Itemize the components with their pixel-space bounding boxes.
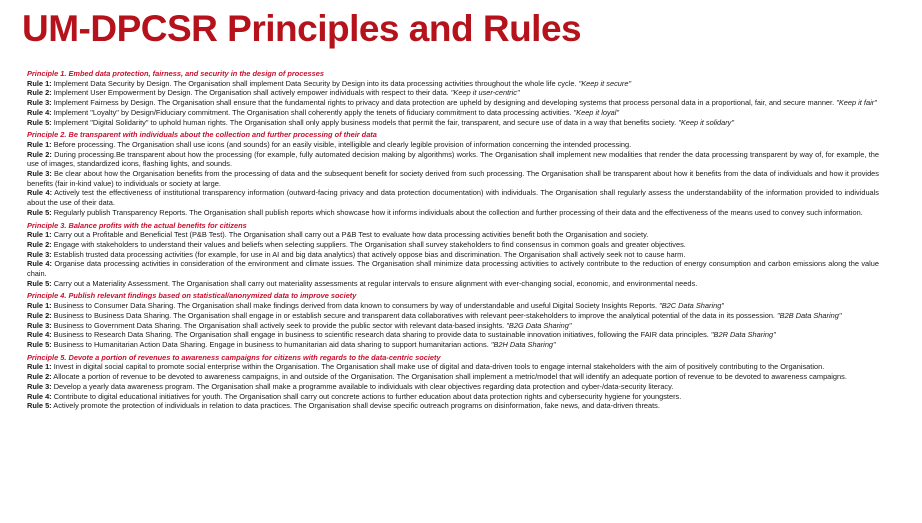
rule-item	[27, 279, 879, 289]
rule-text: Organise data processing activities in consideration of the environment and climate issues. The Organisation shall minimize data processing activities to actively contribute to the reduction of energy consumption and carbon emissions along the value chain.	[27, 259, 880, 279]
rule-text: Implement User Empowerment by Design. The Organisation shall actively empower individuals with respect to their data.	[53, 88, 449, 98]
rule-label: Rule 5:	[27, 207, 52, 217]
principles-content	[27, 69, 879, 411]
rule-text: Business to Consumer Data Sharing. The Organisation shall make findings derived from data known to consumers by way of understandable and useful Digital Society Insights Reports.	[53, 301, 658, 311]
rule-text: Contribute to digital educational initiatives for youth. The Organisation shall carry out concrete actions to further education about data protection rights and cybersecurity hygiene for youngsters.	[53, 391, 682, 401]
rule-tag: "B2R Data Sharing"	[710, 330, 776, 340]
rule-tag: "B2C Data Sharing"	[659, 301, 724, 311]
rule-label: Rule 5:	[27, 278, 52, 288]
rule-text: Develop a yearly data awareness program. The Organisation shall make a programme available to individuals with clear objectives regarding data protection and cyber-/data-security literacy.	[53, 381, 674, 391]
rule-label: Rule 4:	[27, 107, 52, 117]
rule-label: Rule 1:	[27, 362, 52, 372]
rule-item	[27, 169, 879, 188]
principle-heading: Principle 2. Be transparent with individuals about the collection and further processing of their data	[27, 130, 377, 140]
rule-item	[27, 382, 879, 392]
rule-item	[27, 301, 879, 311]
rule-tag: "Keep it secure"	[578, 78, 632, 88]
principle-heading: Principle 5. Devote a portion of revenues to awareness campaigns for citizens with regards to the data-centric society	[27, 352, 441, 362]
rule-text: Implement Fairness by Design. The Organisation shall ensure that the fundamental rights to privacy and data protection are upheld by designing and developing systems that process personal data in a proportional, fair, and secure manner.	[53, 98, 835, 108]
rule-item	[27, 88, 879, 98]
rule-item	[27, 108, 879, 118]
rule-item	[27, 118, 879, 128]
rule-text: Regularly publish Transparency Reports. The Organisation shall publish reports which showcase how it informs individuals about the collection and further processing of their data and the effectiveness of the means used to convey such information.	[53, 207, 863, 217]
rule-item	[27, 240, 879, 250]
rule-label: Rule 2:	[27, 372, 52, 382]
rule-label: Rule 3:	[27, 381, 52, 391]
principle-heading: Principle 4. Publish relevant findings based on statistical/anonymized data to improve society	[27, 291, 357, 301]
rule-label: Rule 5:	[27, 401, 52, 411]
rule-text: Allocate a portion of revenue to be devoted to awareness campaigns, in and outside of the Organisation. The Organisation shall implement a metric/model that will identify an adequate portion of revenue to be devoted to awareness campaigns.	[53, 372, 847, 382]
rule-text: Carry out a Materiality Assessment. The Organisation shall carry out materiality assessments at regular intervals to ensure alignment with ever-changing social, economic, and environmental needs.	[53, 278, 698, 288]
rule-item	[27, 98, 879, 108]
rule-item	[27, 250, 879, 260]
rule-item	[27, 330, 879, 340]
rule-label: Rule 1:	[27, 139, 52, 149]
rule-label: Rule 1:	[27, 78, 52, 88]
rule-item	[27, 208, 879, 218]
rule-text: Business to Research Data Sharing. The Organisation shall engage in business to scientific research data sharing to provide data to sustainable innovation initiatives, following the FAIR data principles.	[53, 330, 709, 340]
rule-tag: "Keep it solidary"	[678, 117, 734, 127]
rule-label: Rule 3:	[27, 320, 52, 330]
rule-label: Rule 4:	[27, 330, 52, 340]
rule-text: Carry out a Profitable and Beneficial Test (P&B Test). The Organisation shall carry out a P&B Test to evaluate how data processing activities benefit both the Organisation and society.	[53, 230, 649, 240]
rule-item	[27, 311, 879, 321]
rule-item	[27, 401, 879, 411]
rule-label: Rule 4:	[27, 188, 53, 198]
rule-item	[27, 372, 879, 382]
rule-item	[27, 340, 879, 350]
rule-text: Be clear about how the Organisation benefits from the processing of data and the subsequent benefit for society derived from such processing. The Organisation shall be transparent about how it benefits from the data of individuals and how it provides benefits (fair in-kind value) to individuals or society at large.	[27, 169, 879, 188]
rule-label: Rule 1:	[27, 301, 52, 311]
rule-text: Business to Government Data Sharing. The Organisation shall actively seek to provide the public sector with relevant data-based insights.	[53, 320, 505, 330]
rule-text: Business to Business Data Sharing. The Organisation shall engage in or establish secure and transparent data collaboratives with relevant peer-stakeholders to improve the analytical potential of the data in its possession.	[53, 310, 775, 320]
page-title: UM-DPCSR Principles and Rules	[22, 8, 582, 49]
rule-label: Rule 1:	[27, 230, 52, 240]
rule-label: Rule 5:	[27, 339, 52, 349]
rule-item	[27, 321, 879, 331]
rule-tag: "B2G Data Sharing"	[506, 320, 572, 330]
rule-tag: "Keep it loyal"	[573, 107, 620, 117]
rule-tag: "Keep it fair"	[836, 98, 877, 108]
rule-item	[27, 392, 879, 402]
rule-text: Implement Data Security by Design. The Organisation shall implement Data Security by Design into its data processing activities throughout the whole life cycle.	[53, 78, 577, 88]
rule-label: Rule 3:	[27, 249, 52, 259]
principle-heading: Principle 1. Embed data protection, fairness, and security in the design of processes	[27, 69, 324, 78]
rule-label: Rule 2:	[27, 149, 52, 159]
rule-item	[27, 259, 879, 278]
rule-text: Invest in digital social capital to promote social enterprise within the Organisation. The Organisation shall make use of digital and data-driven tools to engage internal stakeholders with the aim of positively contributing to the Organisation.	[53, 362, 825, 372]
rule-label: Rule 2:	[27, 310, 52, 320]
rule-text: Actively test the effectiveness of institutional transparency information (outward-facing privacy and data protection documentation) with individuals. The Organisation shall regularly assess the understandability of the information provided to individuals about the use of their data.	[27, 188, 880, 208]
rule-text: During processing.Be transparent about how the processing (for example, fully automated decision making by algorithms) works. The Organisation shall implement new modalities that render the data processing transparent by way of, for example, the use of images, standardized icons, flashing lights, and sounds.	[27, 149, 879, 169]
rule-text: Engage with stakeholders to understand their values and beliefs when selecting suppliers. The Organisation shall survey stakeholders to find consensus in common goals and greater objectives.	[53, 239, 686, 249]
rule-item	[27, 150, 879, 169]
rule-text: Implement "Loyalty" by Design/Fiduciary commitment. The Organisation shall coherently apply the tenets of fiduciary commitment to data processing activities.	[53, 107, 572, 117]
rule-tag: "B2B Data Sharing"	[777, 310, 842, 320]
principle-heading: Principle 3. Balance profits with the actual benefits for citizens	[27, 220, 247, 230]
rule-tag: "Keep it user-centric"	[450, 88, 520, 98]
rule-item	[27, 362, 879, 372]
rule-label: Rule 5:	[27, 117, 52, 127]
rule-text: Before processing. The Organisation shall use icons (and sounds) for an easily visible, intelligible and clearly legible provision of information concerning the intended processing.	[53, 139, 632, 149]
rule-text: Implement "Digital Solidarity" to uphold human rights. The Organisation shall only apply business models that permit the fair, transparent, and secure use of data in a way that benefits society.	[53, 117, 677, 127]
rule-tag: "B2H Data Sharing"	[490, 339, 556, 349]
rule-label: Rule 3:	[27, 98, 52, 108]
rule-label: Rule 3:	[27, 169, 52, 179]
rule-item	[27, 188, 879, 207]
rule-label: Rule 4:	[27, 259, 52, 269]
rule-label: Rule 4:	[27, 391, 52, 401]
rule-text: Actively promote the protection of individuals in relation to data practices. The Organisation shall devise specific outreach programs on disinformation, fake news, and data-driven threats.	[53, 401, 660, 411]
rule-label: Rule 2:	[27, 239, 52, 249]
rule-label: Rule 2:	[27, 88, 52, 98]
rule-item	[27, 79, 879, 89]
rule-text: Establish trusted data processing activities (for example, for use in AI and big data analytics) that actively oppose bias and discrimination. The Organisation shall actively seek not to cause harm.	[53, 249, 686, 259]
rule-item	[27, 230, 879, 240]
rule-item	[27, 140, 879, 150]
rule-text: Business to Humanitarian Action Data Sharing. Engage in business to humanitarian aid data sharing to support humanitarian actions.	[53, 339, 489, 349]
